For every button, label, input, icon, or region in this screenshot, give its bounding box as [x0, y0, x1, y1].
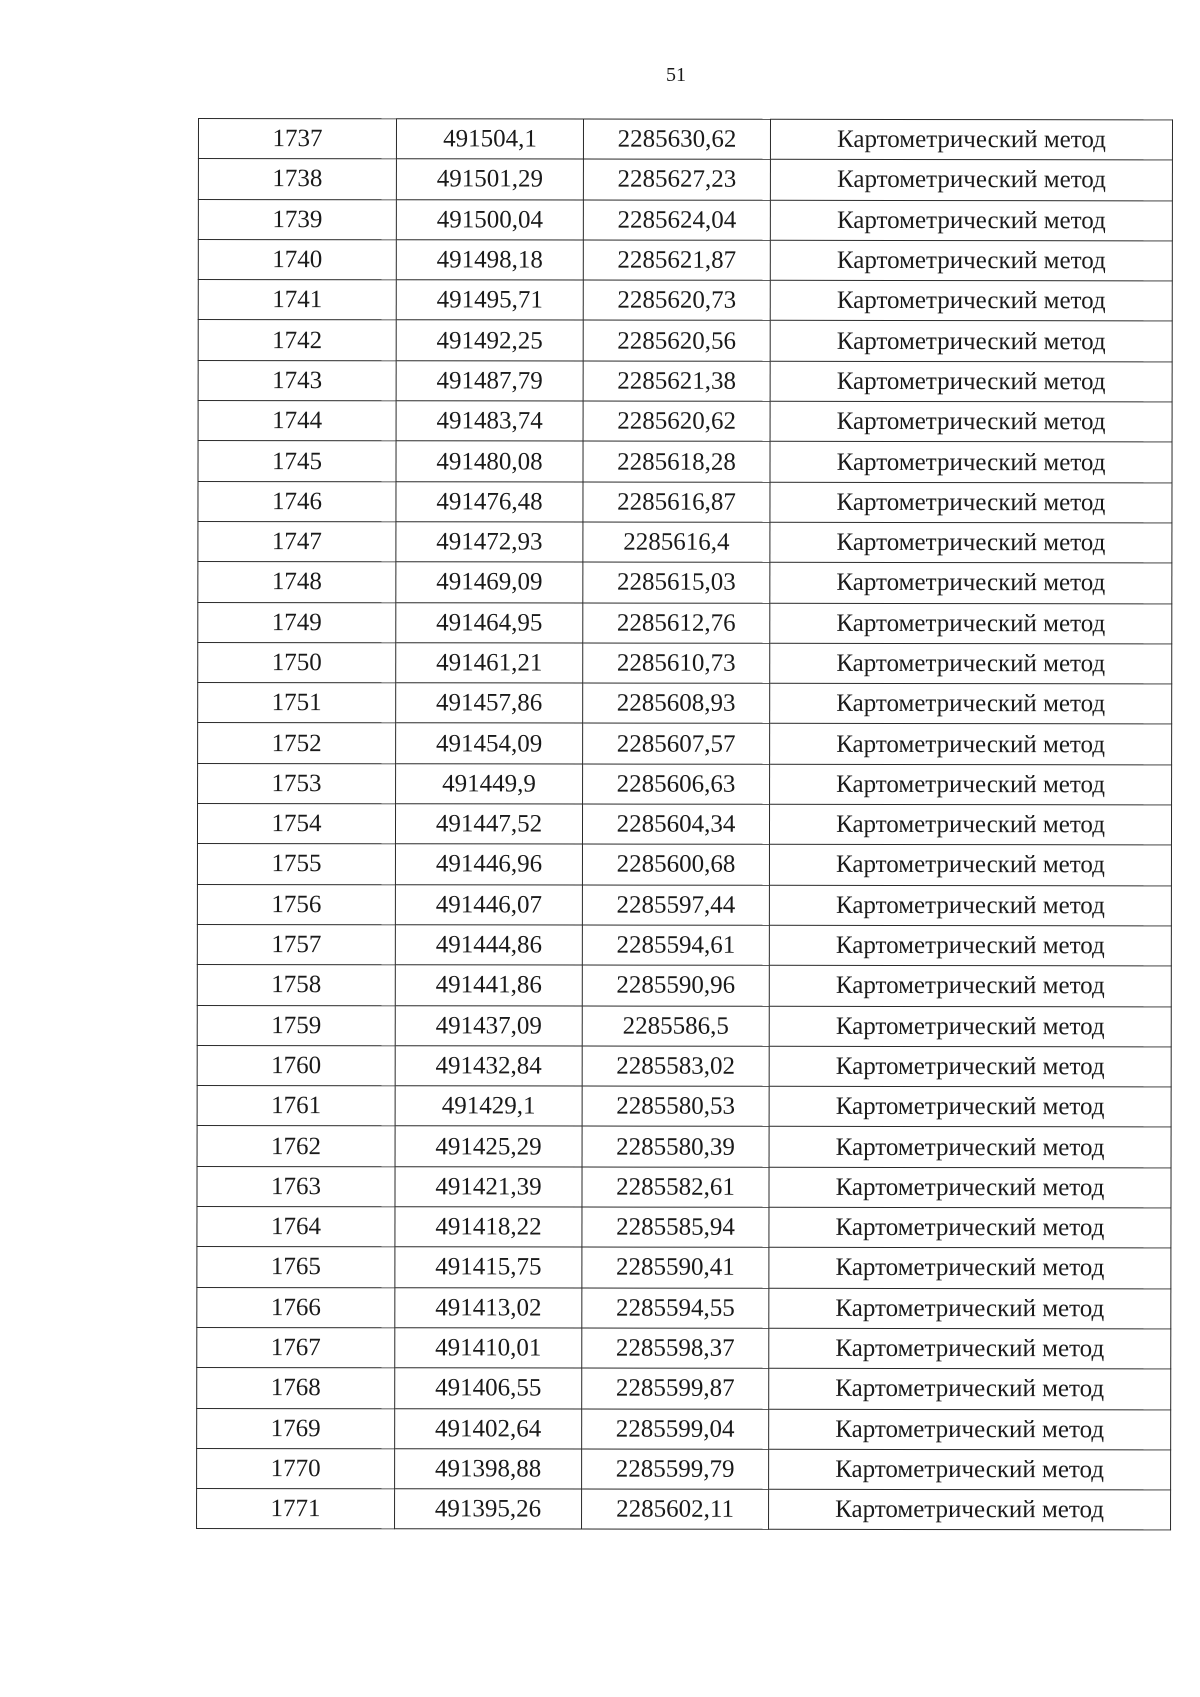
- x-coordinate-cell: 491504,1: [396, 119, 583, 160]
- point-number-cell: 1745: [198, 441, 396, 482]
- table-row: [197, 1126, 1171, 1168]
- y-coordinate-cell: 2285612,76: [583, 603, 770, 644]
- x-coordinate-cell: 491444,86: [395, 925, 582, 966]
- y-coordinate-cell: 2285594,61: [582, 925, 769, 966]
- method-cell: Картометрический метод: [770, 603, 1172, 644]
- method-cell: Картометрический метод: [770, 321, 1172, 362]
- method-cell: Картометрический метод: [769, 1369, 1171, 1410]
- method-cell: Картометрический метод: [770, 200, 1172, 241]
- method-cell: Картометрический метод: [770, 401, 1172, 442]
- method-cell: Картометрический метод: [769, 1167, 1171, 1208]
- x-coordinate-cell: 491398,88: [395, 1449, 582, 1490]
- x-coordinate-cell: 491437,09: [395, 1005, 582, 1046]
- y-coordinate-cell: 2285585,94: [582, 1207, 769, 1248]
- method-cell: Картометрический метод: [769, 1248, 1171, 1289]
- y-coordinate-cell: 2285590,41: [582, 1247, 769, 1288]
- table-row: [197, 1166, 1171, 1208]
- y-coordinate-cell: 2285621,38: [583, 361, 770, 402]
- x-coordinate-cell: 491425,29: [395, 1126, 582, 1167]
- table-row: [198, 239, 1172, 281]
- table-row: [197, 1489, 1171, 1531]
- y-coordinate-cell: 2285618,28: [583, 441, 770, 482]
- y-coordinate-cell: 2285594,55: [582, 1288, 769, 1329]
- y-coordinate-cell: 2285627,23: [583, 159, 770, 200]
- y-coordinate-cell: 2285610,73: [583, 643, 770, 684]
- x-coordinate-cell: 491441,86: [395, 965, 582, 1006]
- coordinates-table-body: [197, 119, 1173, 1531]
- point-number-cell: 1754: [197, 804, 395, 845]
- x-coordinate-cell: 491480,08: [396, 441, 583, 482]
- table-row: [198, 763, 1172, 805]
- table-row: [198, 119, 1172, 161]
- y-coordinate-cell: 2285620,56: [583, 321, 770, 362]
- table-row: [198, 521, 1172, 563]
- point-number-cell: 1759: [197, 1005, 395, 1046]
- point-number-cell: 1755: [197, 844, 395, 885]
- y-coordinate-cell: 2285607,57: [583, 723, 770, 764]
- point-number-cell: 1771: [197, 1489, 395, 1530]
- point-number-cell: 1739: [198, 199, 396, 240]
- method-cell: Картометрический метод: [769, 1207, 1171, 1248]
- x-coordinate-cell: 491498,18: [396, 240, 583, 281]
- x-coordinate-cell: 491457,86: [396, 683, 583, 724]
- x-coordinate-cell: 491454,09: [396, 723, 583, 764]
- y-coordinate-cell: 2285602,11: [582, 1489, 769, 1530]
- point-number-cell: 1749: [198, 602, 396, 643]
- table-row: [198, 481, 1172, 523]
- point-number-cell: 1753: [198, 763, 396, 804]
- table-row: [197, 965, 1171, 1007]
- table-row: [198, 401, 1172, 443]
- x-coordinate-cell: 491402,64: [395, 1408, 582, 1449]
- point-number-cell: 1765: [197, 1247, 395, 1288]
- table-row: [198, 199, 1172, 241]
- method-cell: Картометрический метод: [769, 1328, 1171, 1369]
- x-coordinate-cell: 491464,95: [396, 602, 583, 643]
- method-cell: Картометрический метод: [769, 845, 1171, 886]
- table-row: [197, 804, 1171, 846]
- y-coordinate-cell: 2285586,5: [582, 1006, 769, 1047]
- table-row: [197, 1327, 1171, 1369]
- table-row: [198, 280, 1172, 322]
- method-cell: Картометрический метод: [769, 885, 1171, 926]
- table-row: [197, 1247, 1171, 1289]
- x-coordinate-cell: 491406,55: [395, 1368, 582, 1409]
- y-coordinate-cell: 2285583,02: [582, 1046, 769, 1087]
- point-number-cell: 1752: [198, 723, 396, 764]
- table-row: [198, 683, 1172, 725]
- point-number-cell: 1743: [198, 360, 396, 401]
- x-coordinate-cell: 491432,84: [395, 1046, 582, 1087]
- method-cell: Картометрический метод: [769, 1489, 1171, 1530]
- point-number-cell: 1757: [197, 924, 395, 965]
- point-number-cell: 1742: [198, 320, 396, 361]
- x-coordinate-cell: 491429,1: [395, 1086, 582, 1127]
- table-row: [197, 1408, 1171, 1450]
- method-cell: Картометрический метод: [770, 361, 1172, 402]
- method-cell: Картометрический метод: [770, 563, 1172, 604]
- table-row: [198, 602, 1172, 644]
- x-coordinate-cell: 491461,21: [396, 643, 583, 684]
- point-number-cell: 1760: [197, 1045, 395, 1086]
- y-coordinate-cell: 2285599,87: [582, 1368, 769, 1409]
- point-number-cell: 1756: [197, 884, 395, 925]
- table-row: [198, 642, 1172, 684]
- table-row: [197, 1287, 1171, 1329]
- table-row: [197, 924, 1171, 966]
- method-cell: Картометрический метод: [770, 724, 1172, 765]
- method-cell: Картометрический метод: [770, 442, 1172, 483]
- point-number-cell: 1740: [198, 239, 396, 280]
- point-number-cell: 1738: [198, 159, 396, 200]
- coordinates-table: [196, 118, 1173, 1531]
- y-coordinate-cell: 2285608,93: [583, 683, 770, 724]
- point-number-cell: 1768: [197, 1368, 395, 1409]
- method-cell: Картометрический метод: [770, 643, 1172, 684]
- table-row: [197, 844, 1171, 886]
- point-number-cell: 1764: [197, 1207, 395, 1248]
- table-row: [197, 884, 1171, 926]
- method-cell: Картометрический метод: [770, 280, 1172, 321]
- method-cell: Картометрический метод: [769, 1127, 1171, 1168]
- x-coordinate-cell: 491469,09: [396, 562, 583, 603]
- x-coordinate-cell: 491476,48: [396, 481, 583, 522]
- point-number-cell: 1751: [198, 683, 396, 724]
- x-coordinate-cell: 491500,04: [396, 199, 583, 240]
- x-coordinate-cell: 491446,07: [395, 884, 582, 925]
- x-coordinate-cell: 491492,25: [396, 320, 583, 361]
- y-coordinate-cell: 2285598,37: [582, 1328, 769, 1369]
- method-cell: Картометрический метод: [769, 1086, 1171, 1127]
- point-number-cell: 1761: [197, 1086, 395, 1127]
- x-coordinate-cell: 491447,52: [395, 804, 582, 845]
- point-number-cell: 1770: [197, 1448, 395, 1489]
- table-row: [197, 1086, 1171, 1128]
- x-coordinate-cell: 491421,39: [395, 1166, 582, 1207]
- method-cell: Картометрический метод: [769, 1046, 1171, 1087]
- table-row: [197, 1005, 1171, 1047]
- x-coordinate-cell: 491410,01: [395, 1328, 582, 1369]
- table-row: [198, 723, 1172, 765]
- y-coordinate-cell: 2285621,87: [583, 240, 770, 281]
- y-coordinate-cell: 2285597,44: [582, 885, 769, 926]
- y-coordinate-cell: 2285615,03: [583, 562, 770, 603]
- x-coordinate-cell: 491495,71: [396, 280, 583, 321]
- y-coordinate-cell: 2285616,87: [583, 482, 770, 523]
- method-cell: Картометрический метод: [769, 925, 1171, 966]
- y-coordinate-cell: 2285582,61: [582, 1167, 769, 1208]
- table-row: [197, 1045, 1171, 1087]
- x-coordinate-cell: 491395,26: [395, 1489, 582, 1530]
- method-cell: Картометрический метод: [770, 119, 1172, 160]
- y-coordinate-cell: 2285590,96: [582, 965, 769, 1006]
- point-number-cell: 1748: [198, 562, 396, 603]
- x-coordinate-cell: 491472,93: [396, 522, 583, 563]
- method-cell: Картометрический метод: [770, 240, 1172, 281]
- method-cell: Картометрический метод: [770, 764, 1172, 805]
- point-number-cell: 1766: [197, 1287, 395, 1328]
- x-coordinate-cell: 491415,75: [395, 1247, 582, 1288]
- point-number-cell: 1746: [198, 481, 396, 522]
- x-coordinate-cell: 491449,9: [396, 764, 583, 805]
- point-number-cell: 1769: [197, 1408, 395, 1449]
- y-coordinate-cell: 2285580,53: [582, 1086, 769, 1127]
- x-coordinate-cell: 491413,02: [395, 1287, 582, 1328]
- y-coordinate-cell: 2285580,39: [582, 1126, 769, 1167]
- method-cell: Картометрический метод: [769, 1449, 1171, 1490]
- method-cell: Картометрический метод: [769, 1288, 1171, 1329]
- point-number-cell: 1737: [198, 119, 396, 160]
- method-cell: Картометрический метод: [769, 1006, 1171, 1047]
- y-coordinate-cell: 2285606,63: [583, 764, 770, 805]
- method-cell: Картометрический метод: [770, 522, 1172, 563]
- table-row: [198, 360, 1172, 402]
- table-row: [197, 1448, 1171, 1490]
- x-coordinate-cell: 491501,29: [396, 159, 583, 200]
- x-coordinate-cell: 491446,96: [395, 844, 582, 885]
- point-number-cell: 1758: [197, 965, 395, 1006]
- y-coordinate-cell: 2285624,04: [583, 200, 770, 241]
- point-number-cell: 1750: [198, 642, 396, 683]
- table-row: [198, 562, 1172, 604]
- x-coordinate-cell: 491483,74: [396, 401, 583, 442]
- x-coordinate-cell: 491487,79: [396, 361, 583, 402]
- table-row: [198, 441, 1172, 483]
- y-coordinate-cell: 2285616,4: [583, 522, 770, 563]
- y-coordinate-cell: 2285620,73: [583, 280, 770, 321]
- y-coordinate-cell: 2285604,34: [582, 804, 769, 845]
- point-number-cell: 1767: [197, 1327, 395, 1368]
- y-coordinate-cell: 2285599,04: [582, 1409, 769, 1450]
- point-number-cell: 1744: [198, 401, 396, 442]
- method-cell: Картометрический метод: [770, 683, 1172, 724]
- point-number-cell: 1747: [198, 521, 396, 562]
- y-coordinate-cell: 2285599,79: [582, 1449, 769, 1490]
- y-coordinate-cell: 2285620,62: [583, 401, 770, 442]
- table-row: [198, 159, 1172, 201]
- point-number-cell: 1762: [197, 1126, 395, 1167]
- method-cell: Картометрический метод: [770, 482, 1172, 523]
- table-row: [197, 1368, 1171, 1410]
- table-row: [197, 1207, 1171, 1249]
- method-cell: Картометрический метод: [769, 966, 1171, 1007]
- x-coordinate-cell: 491418,22: [395, 1207, 582, 1248]
- y-coordinate-cell: 2285600,68: [582, 844, 769, 885]
- page-number: 51: [666, 64, 686, 86]
- method-cell: Картометрический метод: [770, 160, 1172, 201]
- method-cell: Картометрический метод: [769, 1409, 1171, 1450]
- point-number-cell: 1763: [197, 1166, 395, 1207]
- y-coordinate-cell: 2285630,62: [583, 119, 770, 160]
- table-row: [198, 320, 1172, 362]
- point-number-cell: 1741: [198, 280, 396, 321]
- method-cell: Картометрический метод: [769, 804, 1171, 845]
